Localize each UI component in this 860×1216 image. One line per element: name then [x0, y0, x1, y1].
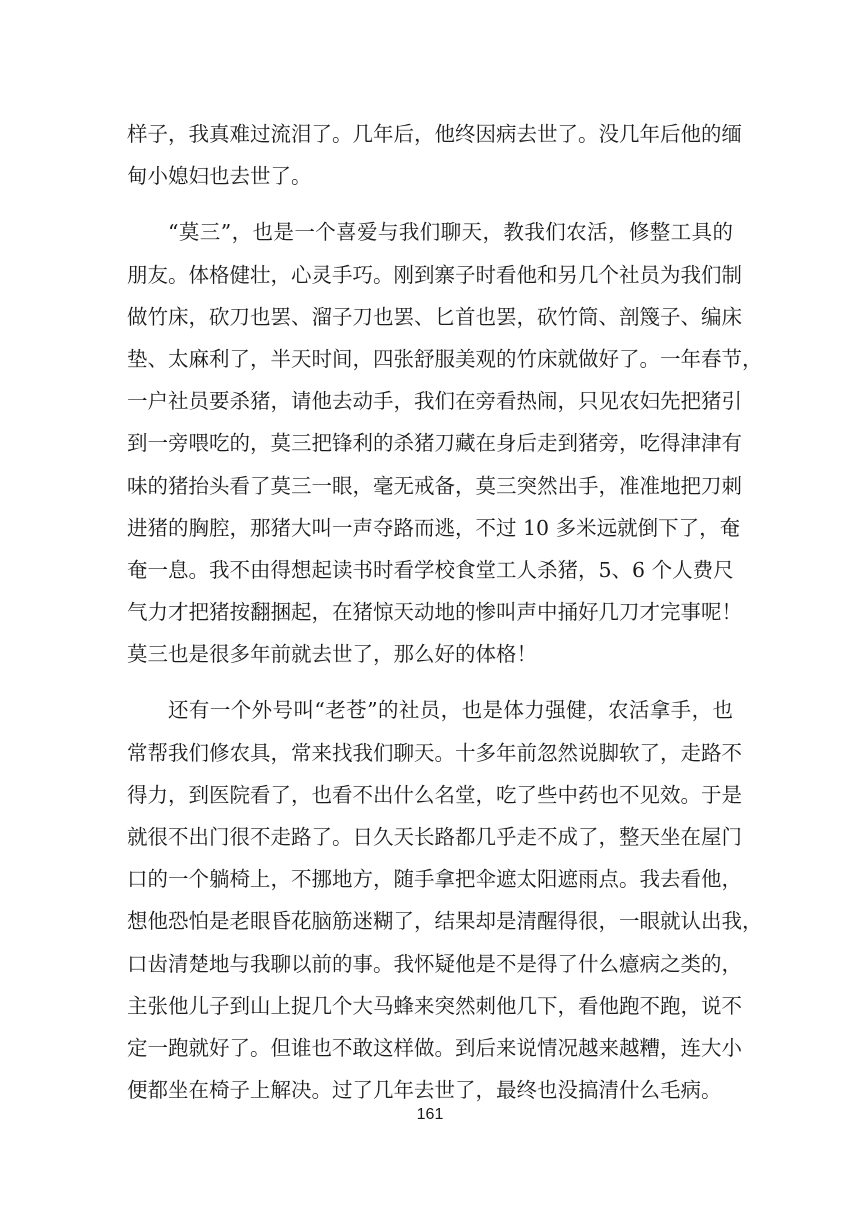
text-line: 口齿清楚地与我聊以前的事。我怀疑他是不是得了什么癔病之类的， — [127, 951, 742, 976]
text-line: 味的猪抬头看了莫三一眼，毫无戒备，莫三突然出手，准准地把刀刺 — [127, 473, 742, 498]
text-line: 做竹床，砍刀也罢、溜子刀也罢、匕首也罢，砍竹筒、剖篾子、编床 — [127, 304, 742, 329]
text-line: 到一旁喂吃的，莫三把锋利的杀猪刀藏在身后走到猪旁，吃得津津有 — [127, 431, 742, 456]
text-line: 常帮我们修农具，常来找我们聊天。十多年前忽然说脚软了，走路不 — [127, 740, 742, 765]
paragraph — [127, 211, 763, 675]
text-line: 垫、太麻利了，半天时间，四张舒服美观的竹床就做好了。一年春节， — [127, 346, 763, 371]
page-number: 161 — [416, 1106, 444, 1123]
text-line: 进猪的胸腔，那猪大叫一声夺路而逃，不过 10 多米远就倒下了，奄 — [127, 515, 741, 540]
text-line: 莫三也是很多年前就去世了，那么好的体格！ — [127, 642, 537, 667]
text-line: 想他恐怕是老眼昏花脑筋迷糊了，结果却是清醒得很，一眼就认出我， — [127, 909, 763, 934]
text-line: 朋友。体格健壮，心灵手巧。刚到寨子时看他和另几个社员为我们制 — [127, 262, 742, 287]
text-line: 口的一个躺椅上，不挪地方，随手拿把伞遮太阳遮雨点。我去看他， — [127, 867, 742, 892]
text-line: 样子，我真难过流泪了。几年后，他终因病去世了。没几年后他的缅 — [127, 122, 742, 146]
paragraph — [127, 689, 763, 1111]
paragraph — [127, 113, 742, 197]
text-line: 主张他儿子到山上捉几个大马蜂来突然刺他几下，看他跑不跑，说不 — [127, 993, 742, 1018]
body-text — [127, 113, 763, 1111]
text-line: 便都坐在椅子上解决。过了几年去世了，最终也没搞清什么毛病。 — [127, 1078, 722, 1103]
text-line: 还有一个外号叫“老苍”的社员，也是体力强健，农活拿手，也 — [168, 698, 733, 723]
text-line: 一户社员要杀猪，请他去动手，我们在旁看热闹，只见农妇先把猪引 — [127, 389, 742, 414]
text-line: 定一跑就好了。但谁也不敢这样做。到后来说情况越来越糟，连大小 — [127, 1035, 742, 1060]
paragraph-spacing — [127, 675, 733, 689]
text-line: 就很不出门很不走路了。日久天长路都几乎走不成了，整天坐在屋门 — [127, 825, 742, 849]
text-line: 甸小媳妇也去世了。 — [127, 164, 312, 189]
text-line: 奄一息。我不由得想起读书时看学校食堂工人杀猪，5、6 个人费尺 — [127, 557, 734, 582]
text-line: 气力才把猪按翻捆起，在猪惊天动地的惨叫声中捅好几刀才完事呢！ — [127, 600, 742, 625]
text-line: “莫三”，也是一个喜爱与我们聊天，教我们农活，修整工具的 — [168, 220, 733, 245]
paragraph-spacing — [127, 197, 733, 211]
text-line: 得力，到医院看了，也看不出什么名堂，吃了些中药也不见效。于是 — [127, 782, 742, 807]
